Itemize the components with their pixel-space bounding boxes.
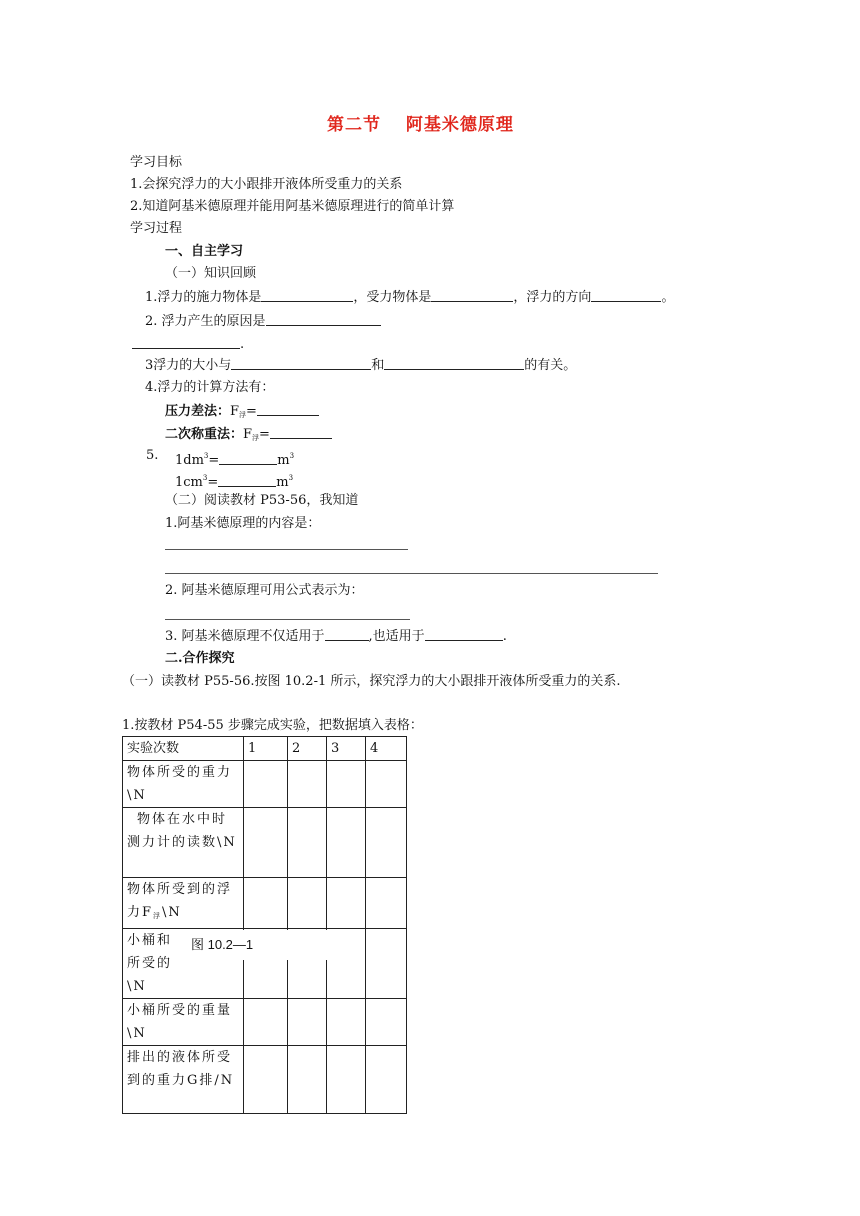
answer-line[interactable]	[165, 549, 408, 550]
reading-1: 1.阿基米德原理的内容是：	[165, 516, 321, 531]
step-1: 1.按教材 P54-55 步骤完成实验，把数据填入表格：	[122, 718, 423, 733]
unit-superscript: 3	[289, 452, 295, 460]
experiment-table	[122, 736, 407, 1114]
blank-field[interactable]	[384, 356, 524, 370]
part2-heading: （二）阅读教材 P53-56，我知道	[165, 493, 359, 508]
row-label: 排出的液体所受到的重力G排/N	[123, 1046, 244, 1114]
formula-symbol: F	[243, 427, 253, 442]
table-header-cell: 2	[288, 737, 327, 761]
table-cell[interactable]	[327, 808, 366, 878]
method-label: 压力差法：	[165, 404, 231, 419]
conversion-dm3	[175, 447, 294, 470]
table-cell[interactable]	[244, 999, 288, 1046]
row-label-text: 物体所受到的浮力F	[127, 882, 233, 920]
table-header-row	[123, 737, 407, 761]
table-cell[interactable]	[327, 929, 366, 999]
page-title: 第二节 阿基米德原理	[327, 115, 514, 135]
table-cell[interactable]	[366, 878, 407, 929]
row-label: 物体所受的重力\N	[123, 761, 244, 808]
blank-field[interactable]	[132, 335, 240, 349]
q1-text-c: ，浮力的方向	[513, 290, 592, 305]
blank-field[interactable]	[591, 288, 661, 302]
formula-equals: =	[246, 404, 257, 419]
reading-2: 2. 阿基米德原理可用公式表示为：	[165, 583, 364, 598]
table-cell[interactable]	[366, 929, 407, 999]
r3-text-b: ,也适用于	[368, 629, 425, 644]
process-heading: 学习过程	[130, 221, 183, 236]
row-label-line: 小桶和	[127, 933, 173, 948]
table-cell[interactable]	[327, 761, 366, 808]
table-row	[123, 808, 407, 878]
q3-text-c: 的有关。	[524, 358, 577, 373]
table-row	[123, 878, 407, 929]
blank-field[interactable]	[257, 402, 319, 416]
formula-equals: =	[207, 475, 219, 490]
blank-field[interactable]	[431, 288, 513, 302]
q3-text-b: 和	[371, 358, 385, 373]
table-row	[123, 999, 407, 1046]
blank-field[interactable]	[231, 356, 371, 370]
q1-text-a: 1.浮力的施力物体是	[145, 290, 262, 305]
unit-superscript: 3	[288, 474, 294, 482]
q1-text-d: 。	[661, 290, 675, 305]
unit-text: m	[276, 475, 289, 490]
formula-equals: =	[259, 427, 270, 442]
question-2-cont	[132, 335, 244, 354]
section2-heading: 二.合作探究	[165, 651, 235, 666]
method-weighing	[165, 425, 332, 447]
answer-line[interactable]	[165, 573, 658, 574]
method-label: 二次称重法：	[165, 427, 244, 442]
table-cell[interactable]	[288, 761, 327, 808]
table-cell[interactable]	[244, 761, 288, 808]
row-label-unit: \N	[162, 905, 182, 920]
formula-symbol: F	[230, 404, 240, 419]
q2-text-a: 2. 浮力产生的原因是	[145, 314, 266, 329]
row-label-subscript: 浮	[153, 912, 163, 920]
table-cell[interactable]	[366, 1046, 407, 1114]
figure-label: 图 10.2—1	[185, 930, 331, 960]
question-4: 4.浮力的计算方法有：	[145, 380, 275, 395]
blank-field[interactable]	[218, 473, 276, 487]
blank-field[interactable]	[266, 312, 381, 326]
unit-superscript: 3	[203, 452, 209, 460]
unit-text: 1dm	[175, 453, 204, 468]
answer-line[interactable]	[165, 619, 410, 620]
formula-subscript: 浮	[252, 434, 260, 442]
q1-text-b: ，受力物体是	[353, 290, 432, 305]
conversion-cm3	[175, 469, 293, 492]
section2-intro: （一）读教材 P55-56.按图 10.2-1 所示，探究浮力的大小跟排开液体所受重力的关系.	[122, 674, 621, 689]
row-label: 物体在水中时测力计的读数\N	[123, 808, 244, 878]
table-cell[interactable]	[366, 761, 407, 808]
unit-text: 1cm	[175, 475, 203, 490]
table-header-cell: 实验次数	[123, 737, 244, 761]
section1-heading: 一、自主学习	[165, 244, 244, 259]
table-header-cell: 3	[327, 737, 366, 761]
formula-subscript: 浮	[239, 411, 247, 419]
goals-heading: 学习目标	[130, 155, 183, 170]
table-cell[interactable]	[244, 808, 288, 878]
method-pressure-diff	[165, 402, 319, 424]
table-cell[interactable]	[244, 878, 288, 929]
question-2	[145, 312, 381, 331]
goal-item: 2.知道阿基米德原理并能用阿基米德原理进行的简单计算	[130, 199, 455, 214]
table-cell[interactable]	[366, 808, 407, 878]
q3-text-a: 3浮力的大小与	[145, 358, 232, 373]
q2-text-b: .	[240, 337, 245, 352]
blank-field[interactable]	[425, 627, 503, 641]
table-cell[interactable]	[327, 999, 366, 1046]
table-row	[123, 1046, 407, 1114]
row-label-line: 所受的	[127, 956, 173, 971]
unit-superscript: 3	[202, 474, 208, 482]
r3-text-a: 3. 阿基米德原理不仅适用于	[165, 629, 325, 644]
table-cell[interactable]	[288, 1046, 327, 1114]
table-cell[interactable]	[288, 999, 327, 1046]
part1-heading: （一）知识回顾	[165, 266, 257, 281]
reading-3	[165, 627, 507, 646]
formula-equals: =	[208, 453, 220, 468]
table-cell[interactable]	[366, 999, 407, 1046]
goal-item: 1.会探究浮力的大小跟排开液体所受重力的关系	[130, 177, 403, 192]
question-3	[145, 356, 576, 375]
table-cell[interactable]	[288, 808, 327, 878]
row-label: 小桶所受的重量\N	[123, 999, 244, 1046]
blank-field[interactable]	[270, 425, 332, 439]
table-cell[interactable]	[327, 878, 366, 929]
table-header-cell: 1	[244, 737, 288, 761]
table-cell[interactable]	[327, 1046, 366, 1114]
table-cell[interactable]	[288, 878, 327, 929]
table-row	[123, 761, 407, 808]
blank-field[interactable]	[219, 451, 277, 465]
unit-text: m	[277, 453, 290, 468]
blank-field[interactable]	[325, 627, 369, 641]
row-label-line: \N	[127, 979, 147, 994]
row-label	[123, 878, 244, 929]
table-cell[interactable]	[244, 1046, 288, 1114]
table-header-cell: 4	[366, 737, 407, 761]
question-5-number: 5.	[146, 448, 159, 463]
question-1	[145, 288, 674, 307]
r3-text-c: .	[502, 629, 507, 644]
blank-field[interactable]	[261, 288, 353, 302]
